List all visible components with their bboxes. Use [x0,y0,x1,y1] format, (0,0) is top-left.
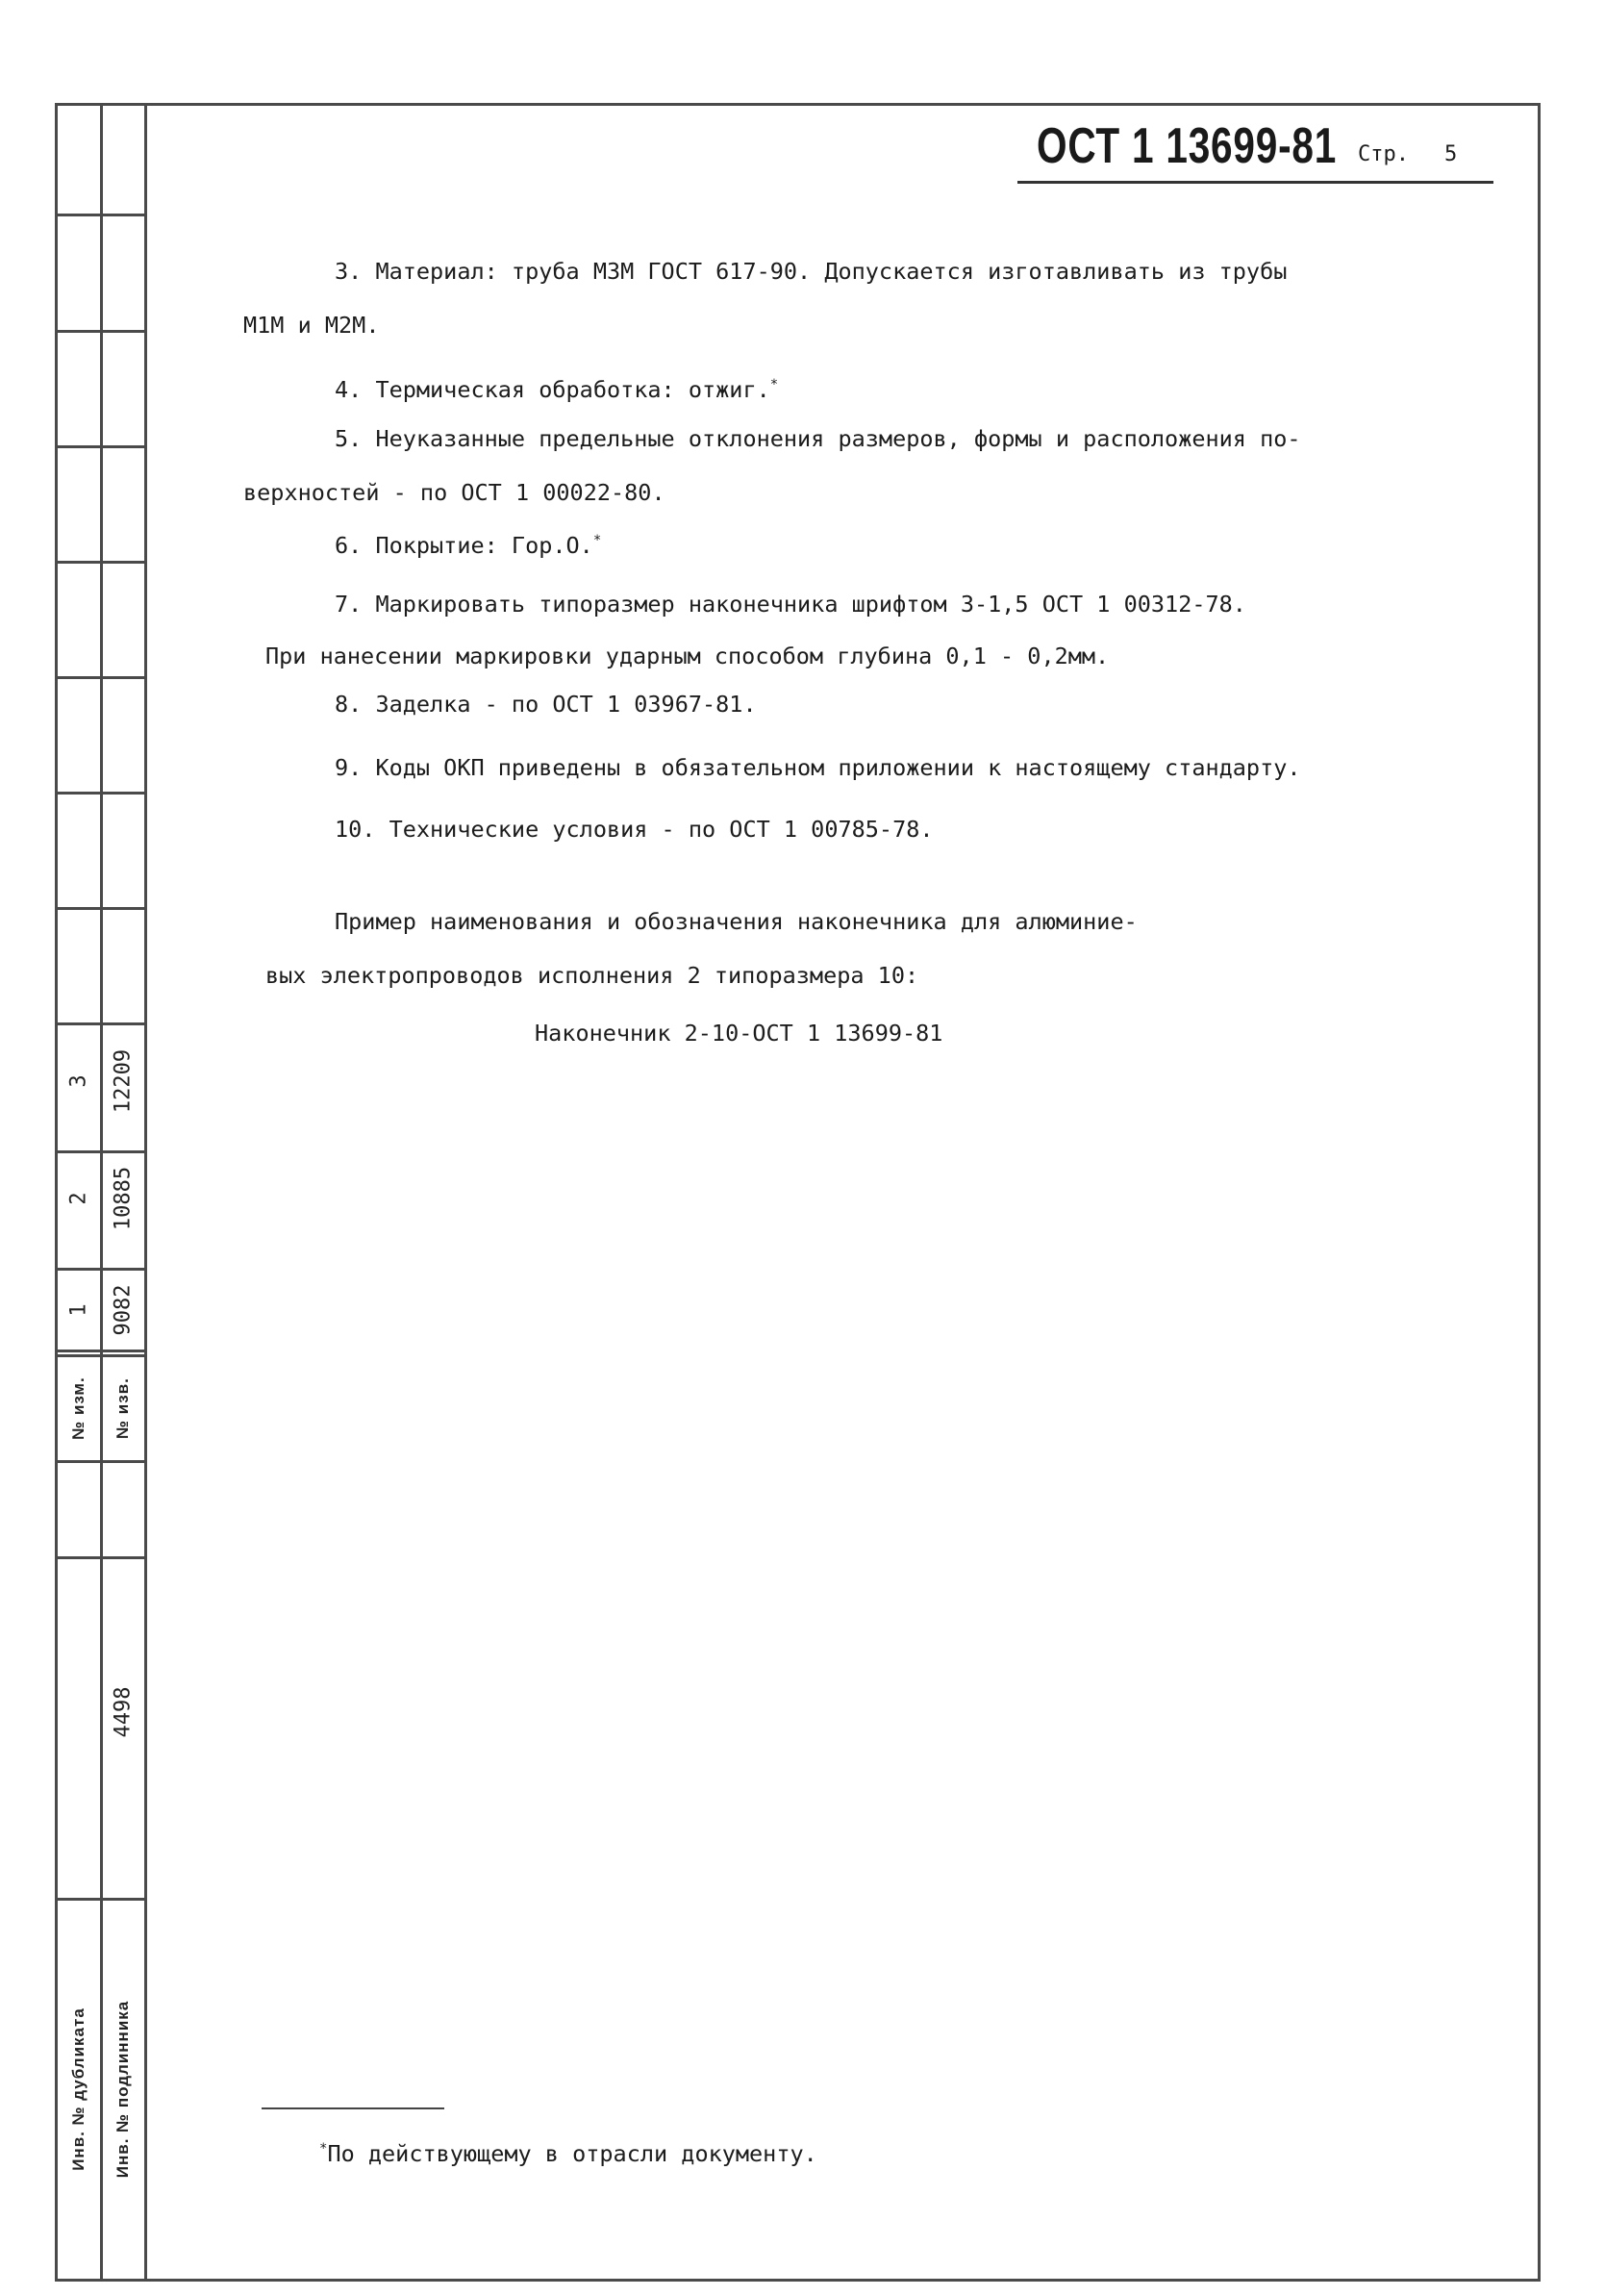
example-line-2: вых электропроводов исполнения 2 типоразмера 10: [265,962,919,989]
item-7-line-2: При нанесении маркировки ударным способом глубина 0,1 - 0,2мм. [265,643,1110,669]
margin-rule [55,330,147,333]
margin-rule [55,792,147,795]
item-3-line-2: М1М и М2М. [243,312,380,339]
notice-3: 12209 [111,1048,136,1114]
original-inventory-value: 4498 [111,1686,136,1738]
item-10: 10. Технические условия - по ОСТ 1 00785-78. [335,816,934,843]
margin-rule [55,907,147,910]
footnote [319,2122,817,2181]
item-4-text: 4. Термическая обработка: отжиг. [335,375,770,403]
margin-rule [55,445,147,448]
page-number: 5 [1444,142,1458,166]
footnote-rule [262,2107,444,2109]
item-5-line-2: верхностей - по ОСТ 1 00022-80. [243,479,665,506]
margin-divider [144,103,147,2282]
notice-number-label: № изв. [113,1377,132,1439]
change-number-label: № изм. [69,1376,88,1440]
margin-rule [55,1556,147,1559]
example-designation: Наконечник 2-10-ОСТ 1 13699-81 [535,1020,943,1047]
item-3-line-1: 3. Материал: труба М3М ГОСТ 617-90. Допускается изготавливать из трубы [335,258,1288,285]
margin-rule [55,1460,147,1463]
item-6-text: 6. Покрытие: Гор.О. [335,531,593,559]
item-8: 8. Заделка - по ОСТ 1 03967-81. [335,691,757,718]
notice-2: 10885 [111,1166,136,1231]
item-9: 9. Коды ОКП приведены в обязательном приложении к настоящему стандарту. [335,754,1301,781]
change-col-line [100,1022,103,1455]
change-3: 3 [66,1074,91,1088]
item-7-line-1: 7. Маркировать типоразмер наконечника шрифтом 3-1,5 ОСТ 1 00312-78. [335,591,1246,618]
duplicate-inventory-label: Инв. № дубликата [69,2007,88,2171]
item-4 [335,358,778,416]
margin-rule [55,214,147,216]
document-code: ОСТ 1 13699-81 [1037,118,1338,174]
change-2: 2 [66,1192,91,1205]
example-line-1: Пример наименования и обозначения наконечника для алюминие- [335,908,1138,935]
margin-rule [55,1898,147,1901]
margin-rule [55,561,147,564]
page-label: Стр. [1358,142,1409,166]
item-5-line-1: 5. Неуказанные предельные отклонения размеров, формы и расположения по- [335,425,1301,452]
change-row-line [55,1268,147,1271]
original-inventory-label: Инв. № подлинника [113,2000,132,2179]
footnote-marker: * [592,533,602,548]
margin-rule [55,676,147,679]
change-row-line [55,1354,147,1357]
notice-1: 9082 [111,1284,136,1336]
item-6 [335,514,601,572]
footnote-marker: * [769,377,779,392]
footnote-marker: * [319,2141,328,2157]
header-rule [1017,181,1493,184]
change-row-line [55,1150,147,1153]
footnote-text: По действующему в отрасли документу. [327,2139,817,2167]
change-1: 1 [66,1303,91,1317]
